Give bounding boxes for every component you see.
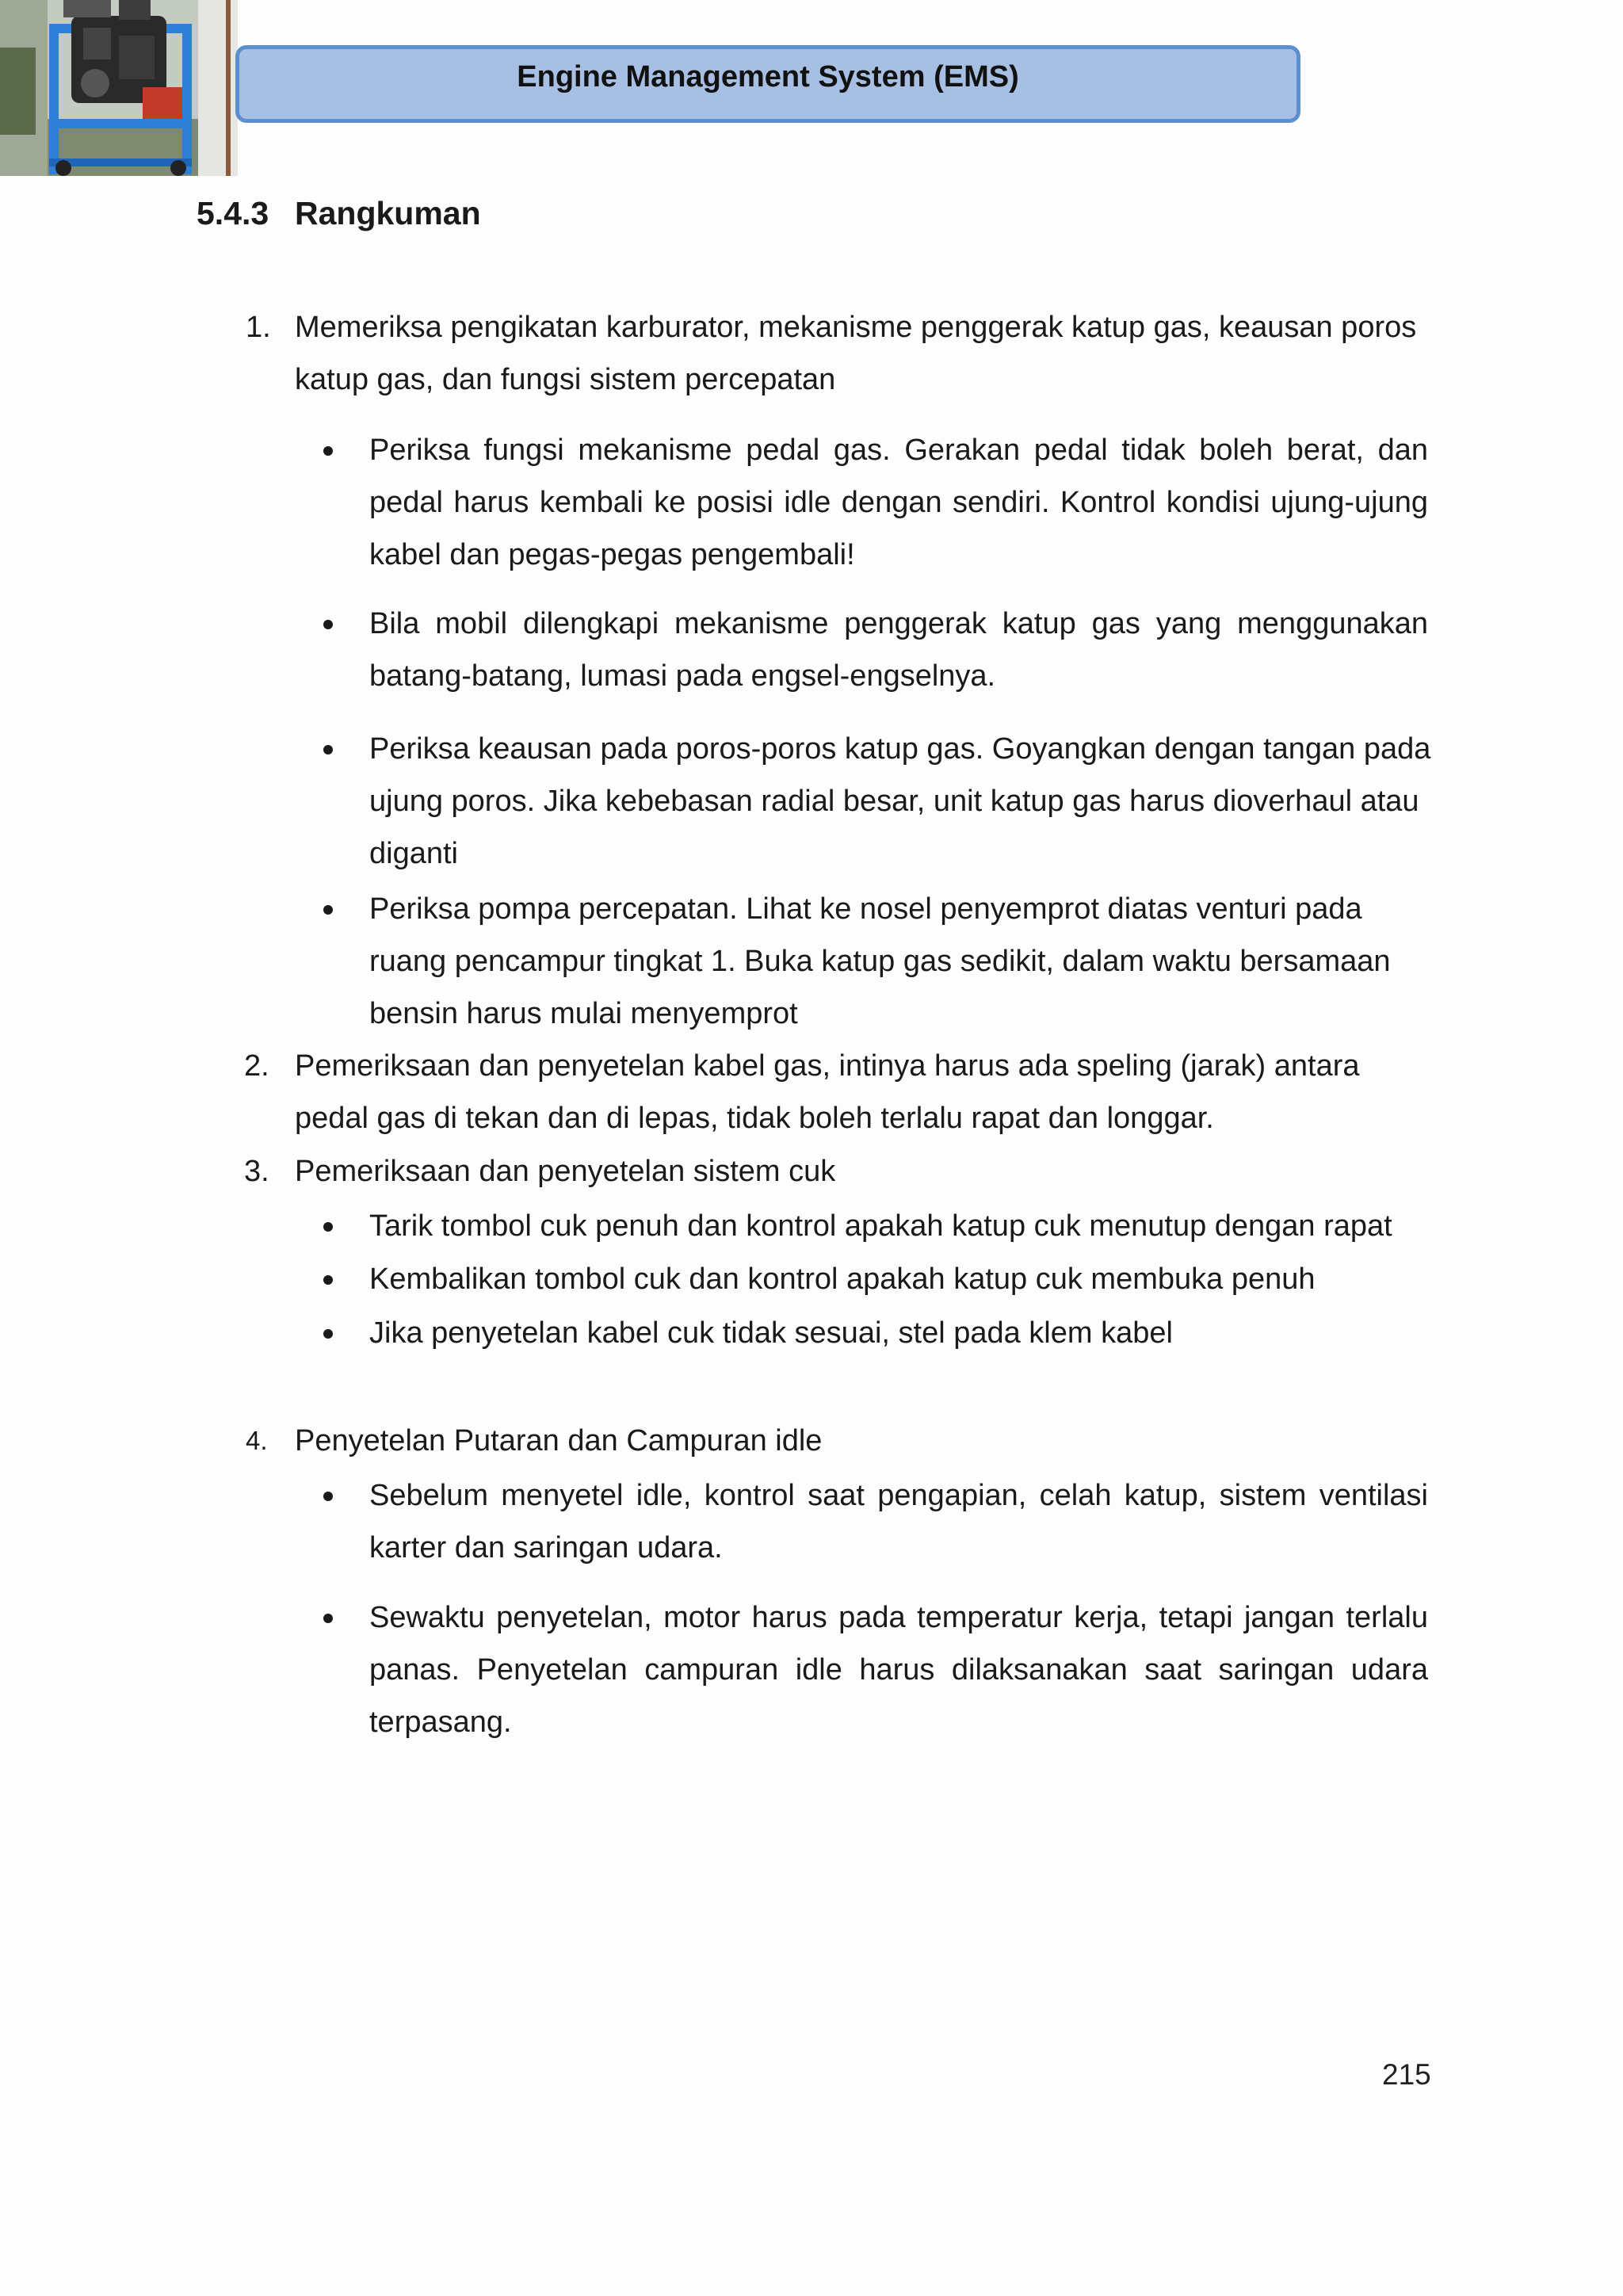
text-line: diganti xyxy=(369,837,458,870)
bullet-icon xyxy=(323,745,333,755)
bullet-icon xyxy=(323,1222,333,1232)
text-line: Pemeriksaan dan penyetelan kabel gas, intinya harus ada speling (jarak) antara xyxy=(295,1049,1360,1083)
bullet-icon xyxy=(323,1275,333,1285)
text-line: pedal gas di tekan dan di lepas, tidak boleh terlalu rapat dan longgar. xyxy=(295,1102,1214,1135)
bullet-item xyxy=(369,1591,1428,1748)
text-line: Sewaktu penyetelan, motor harus pada temperatur kerja, tetapi jangan terlalu xyxy=(369,1601,1428,1634)
bullet-icon xyxy=(323,1492,333,1501)
page-number: 215 xyxy=(1382,2058,1431,2091)
bullet-icon xyxy=(323,905,333,915)
section-title: Rangkuman xyxy=(295,195,481,231)
text-line: Periksa fungsi mekanisme pedal gas. Gerakan pedal tidak boleh berat, dan xyxy=(369,434,1428,467)
text-line: ujung poros. Jika kebebasan radial besar, unit katup gas harus dioverhaul atau xyxy=(369,785,1419,818)
list-number-4: 4. xyxy=(246,1426,268,1455)
engine-trainer-photo xyxy=(0,0,238,176)
text-line: Memeriksa pengikatan karburator, mekanisme penggerak katup gas, keausan poros xyxy=(295,311,1417,344)
list-number-1: 1. xyxy=(246,311,271,344)
text-line: ruang pencampur tingkat 1. Buka katup gas sedikit, dalam waktu bersamaan xyxy=(369,945,1391,978)
bullet-item xyxy=(369,723,1430,880)
bullet-item xyxy=(369,598,1428,702)
text-line: Periksa pompa percepatan. Lihat ke nosel penyemprot diatas venturi pada xyxy=(369,892,1362,926)
section-number: 5.4.3 xyxy=(197,195,269,231)
list-number-2: 2. xyxy=(244,1049,269,1083)
text-line: katup gas, dan fungsi sistem percepatan xyxy=(295,363,836,396)
text-line: Penyetelan Putaran dan Campuran idle xyxy=(295,1424,823,1457)
text-line: karter dan saringan udara. xyxy=(369,1531,723,1564)
header-title: Engine Management System (EMS) xyxy=(517,59,1019,94)
text-line: Pemeriksaan dan penyetelan sistem cuk xyxy=(295,1155,836,1188)
bullet-item: Tarik tombol cuk penuh dan kontrol apakah katup cuk menutup dengan rapat xyxy=(369,1209,1392,1243)
text-line: kabel dan pegas-pegas pengembali! xyxy=(369,538,855,571)
list-item-1-text xyxy=(295,301,1428,406)
text-line: terpasang. xyxy=(369,1706,512,1739)
bullet-icon xyxy=(323,446,333,456)
text-line: pedal harus kembali ke posisi idle dengan sendiri. Kontrol kondisi ujung-ujung xyxy=(369,486,1428,519)
list-number-3: 3. xyxy=(244,1155,269,1188)
bullet-icon xyxy=(323,1614,333,1623)
text-line: Sebelum menyetel idle, kontrol saat pengapian, celah katup, sistem ventilasi xyxy=(369,1479,1428,1512)
section-heading xyxy=(197,195,481,232)
bullet-item: Kembalikan tombol cuk dan kontrol apakah katup cuk membuka penuh xyxy=(369,1263,1316,1296)
bullet-item xyxy=(369,883,1391,1040)
list-item-4-text xyxy=(295,1415,822,1467)
bullet-item: Jika penyetelan kabel cuk tidak sesuai, stel pada klem kabel xyxy=(369,1316,1173,1350)
text-line: Bila mobil dilengkapi mekanisme penggerak katup gas yang menggunakan xyxy=(369,607,1428,640)
text-line: Periksa keausan pada poros-poros katup gas. Goyangkan dengan tangan pada xyxy=(369,732,1431,766)
text-line: batang-batang, lumasi pada engsel-engselnya. xyxy=(369,659,996,693)
text-line: panas. Penyetelan campuran idle harus dilaksanakan saat saringan udara xyxy=(369,1653,1428,1687)
list-item-3-text xyxy=(295,1145,835,1198)
text-line: bensin harus mulai menyemprot xyxy=(369,997,798,1030)
header-banner xyxy=(235,45,1300,123)
bullet-icon xyxy=(323,1329,333,1339)
bullet-item xyxy=(369,424,1428,581)
bullet-icon xyxy=(323,620,333,629)
bullet-item xyxy=(369,1469,1428,1574)
list-item-2-text xyxy=(295,1040,1360,1144)
